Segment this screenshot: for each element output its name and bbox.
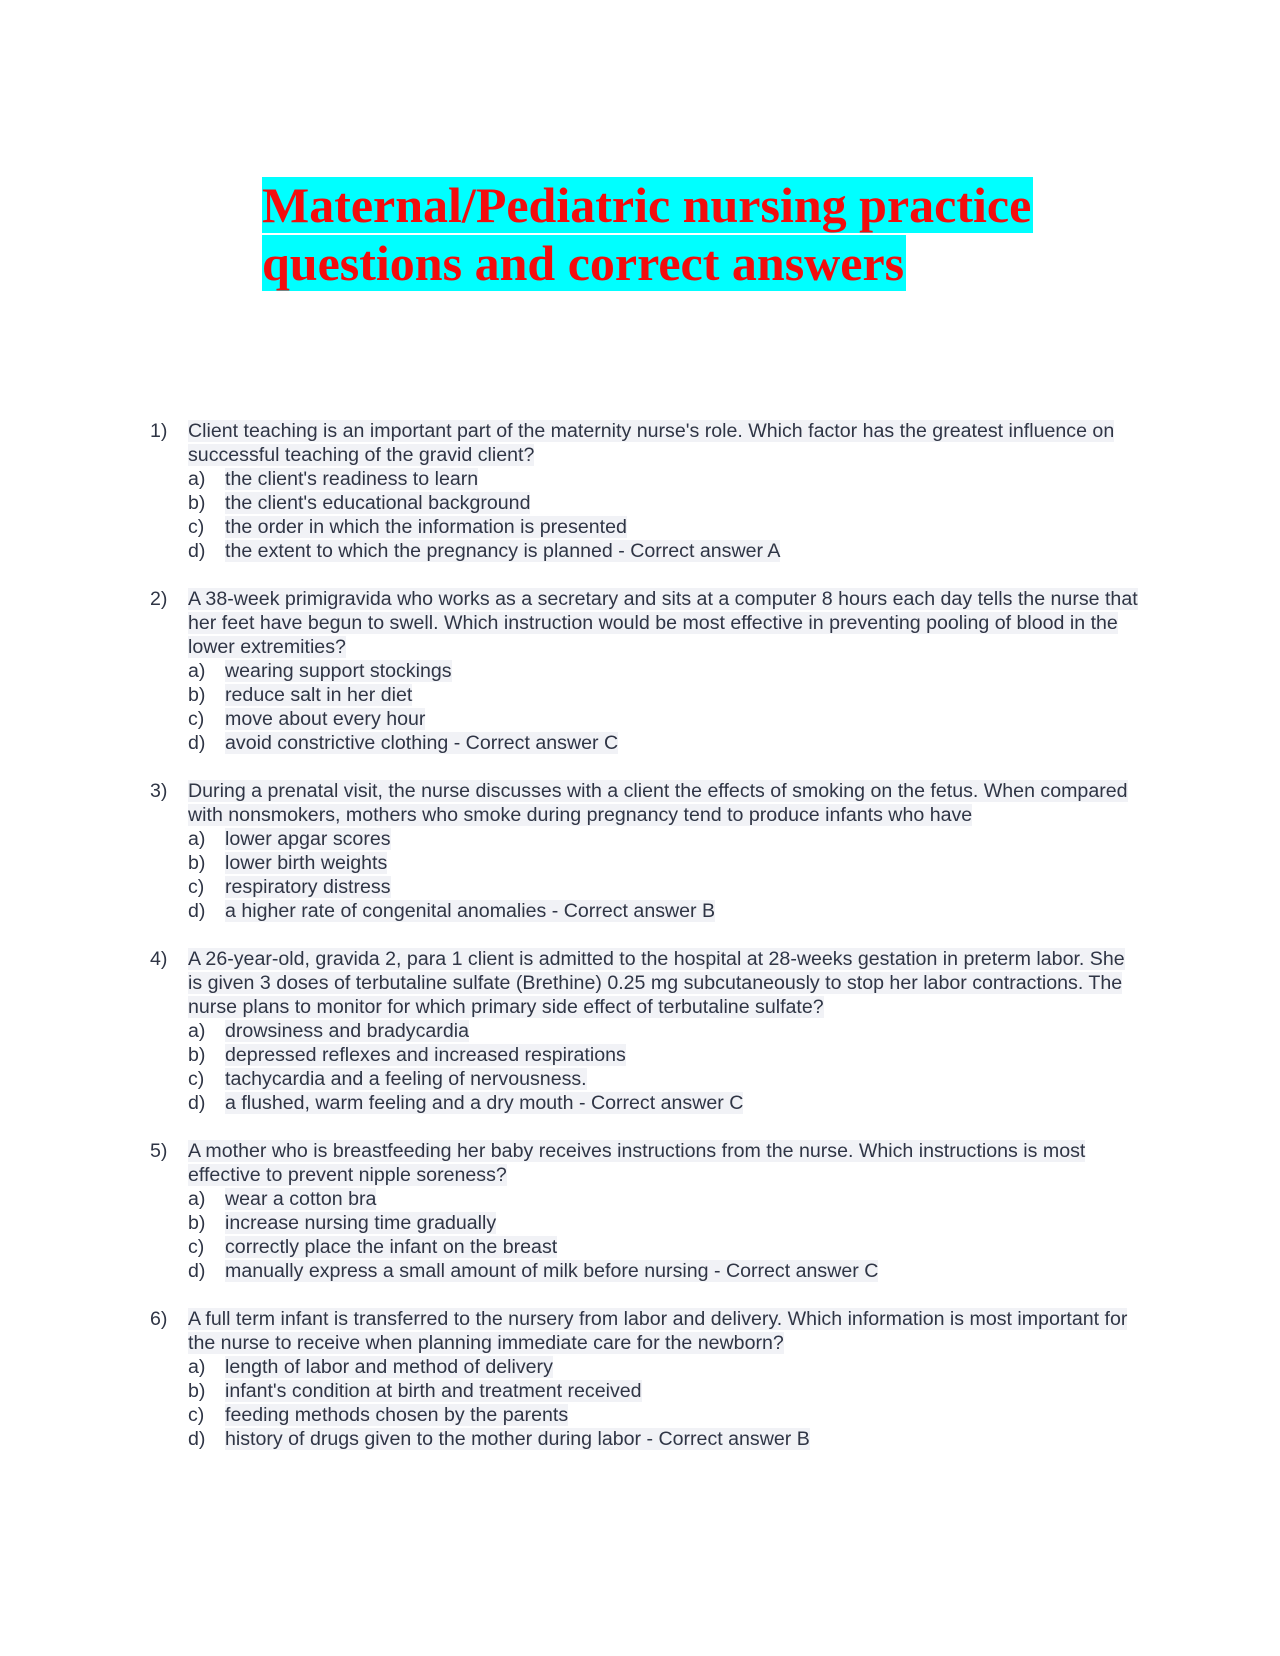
option-letter: d): [188, 1428, 206, 1450]
option-letter: a): [188, 1188, 206, 1210]
answer-option: [188, 1259, 1140, 1283]
option-text: lower apgar scores: [225, 828, 391, 850]
title-line-2: questions and correct answers: [262, 235, 905, 291]
answer-option: [188, 875, 1140, 899]
option-letter: d): [188, 900, 206, 922]
question-item: [150, 1139, 1140, 1283]
option-letter: b): [188, 684, 206, 706]
option-text: the order in which the information is presented: [225, 516, 627, 538]
option-text: infant's condition at birth and treatment received: [225, 1380, 642, 1402]
option-text: the extent to which the pregnancy is planned - Correct answer A: [225, 540, 781, 562]
answer-option: [188, 1019, 1140, 1043]
option-letter: c): [188, 1404, 205, 1426]
answer-option: [188, 1355, 1140, 1379]
option-letter: d): [188, 1092, 206, 1114]
document-title: [262, 176, 1062, 292]
option-letter: b): [188, 492, 206, 514]
option-letter: b): [188, 1380, 206, 1402]
option-letter: a): [188, 828, 206, 850]
answer-option: [188, 683, 1140, 707]
option-letter: c): [188, 708, 205, 730]
option-letter: b): [188, 852, 206, 874]
answer-option: [188, 1427, 1140, 1451]
answer-option: [188, 1403, 1140, 1427]
answer-option: [188, 731, 1140, 755]
answer-option: [188, 899, 1140, 923]
option-letter: b): [188, 1044, 206, 1066]
question-item: [150, 419, 1140, 563]
option-text: depressed reflexes and increased respirations: [225, 1044, 626, 1066]
title-line-1: Maternal/Pediatric nursing practice: [262, 177, 1032, 233]
answer-option: [188, 1091, 1140, 1115]
answer-option: [188, 467, 1140, 491]
answer-option: [188, 851, 1140, 875]
option-letter: a): [188, 1020, 206, 1042]
question-list: [150, 419, 1140, 1475]
option-letter: d): [188, 540, 206, 562]
answer-options: [188, 1355, 1140, 1451]
option-text: the client's readiness to learn: [225, 468, 479, 490]
option-text: tachycardia and a feeling of nervousness.: [225, 1068, 587, 1090]
option-text: feeding methods chosen by the parents: [225, 1404, 569, 1426]
question-text: A full term infant is transferred to the nursery from labor and delivery. Which information is most important for the nurse to receive when planning immediate care for the newborn?: [188, 1308, 1128, 1354]
question-text: A mother who is breastfeeding her baby receives instructions from the nurse. Which instructions is most effective to prevent nipple soreness?: [188, 1140, 1086, 1186]
answer-option: [188, 1187, 1140, 1211]
option-text: manually express a small amount of milk before nursing - Correct answer C: [225, 1260, 879, 1282]
question-number: 6): [150, 1308, 168, 1330]
option-text: a higher rate of congenital anomalies - Correct answer B: [225, 900, 716, 922]
option-letter: d): [188, 732, 206, 754]
question-text: Client teaching is an important part of the maternity nurse's role. Which factor has the greatest influence on successful teaching of the gravid client?: [188, 420, 1115, 466]
option-letter: c): [188, 1236, 205, 1258]
answer-option: [188, 659, 1140, 683]
question-item: [150, 587, 1140, 755]
answer-option: [188, 1379, 1140, 1403]
option-text: history of drugs given to the mother during labor - Correct answer B: [225, 1428, 810, 1450]
question-text: A 38-week primigravida who works as a secretary and sits at a computer 8 hours each day tells the nurse that her feet have begun to swell. Which instruction would be most effective in preventing pooling of blood in the lower extremities?: [188, 588, 1138, 658]
option-text: a flushed, warm feeling and a dry mouth - Correct answer C: [225, 1092, 744, 1114]
answer-option: [188, 707, 1140, 731]
question-number: 5): [150, 1140, 168, 1162]
option-text: wear a cotton bra: [225, 1188, 377, 1210]
answer-options: [188, 1019, 1140, 1115]
question-number: 2): [150, 588, 168, 610]
question-text: During a prenatal visit, the nurse discusses with a client the effects of smoking on the fetus. When compared with nonsmokers, mothers who smoke during pregnancy tend to produce infants who have: [188, 780, 1128, 826]
option-text: the client's educational background: [225, 492, 531, 514]
answer-option: [188, 1211, 1140, 1235]
answer-options: [188, 467, 1140, 563]
answer-option: [188, 1043, 1140, 1067]
answer-option: [188, 539, 1140, 563]
question-item: [150, 1307, 1140, 1451]
question-item: [150, 947, 1140, 1115]
option-letter: c): [188, 516, 205, 538]
answer-option: [188, 1067, 1140, 1091]
option-letter: a): [188, 1356, 206, 1378]
option-letter: a): [188, 468, 206, 490]
option-text: wearing support stockings: [225, 660, 452, 682]
option-letter: c): [188, 1068, 205, 1090]
option-text: lower birth weights: [225, 852, 388, 874]
option-text: correctly place the infant on the breast: [225, 1236, 558, 1258]
question-text: A 26-year-old, gravida 2, para 1 client is admitted to the hospital at 28-weeks gestation in preterm labor. She is given 3 doses of terbutaline sulfate (Brethine) 0.25 mg subcutaneously to stop her labor contractions. The nurse plans to monitor for which primary side effect of terbutaline sulfate?: [188, 948, 1125, 1018]
answer-option: [188, 1235, 1140, 1259]
question-number: 1): [150, 420, 168, 442]
answer-option: [188, 491, 1140, 515]
option-text: move about every hour: [225, 708, 426, 730]
option-text: length of labor and method of delivery: [225, 1356, 553, 1378]
option-text: increase nursing time gradually: [225, 1212, 497, 1234]
answer-option: [188, 827, 1140, 851]
option-text: drowsiness and bradycardia: [225, 1020, 469, 1042]
option-letter: b): [188, 1212, 206, 1234]
option-text: respiratory distress: [225, 876, 391, 898]
question-number: 4): [150, 948, 168, 970]
question-number: 3): [150, 780, 168, 802]
answer-options: [188, 659, 1140, 755]
answer-option: [188, 515, 1140, 539]
option-letter: c): [188, 876, 205, 898]
option-text: reduce salt in her diet: [225, 684, 413, 706]
option-letter: a): [188, 660, 206, 682]
option-text: avoid constrictive clothing - Correct answer C: [225, 732, 619, 754]
answer-options: [188, 1187, 1140, 1283]
answer-options: [188, 827, 1140, 923]
option-letter: d): [188, 1260, 206, 1282]
question-item: [150, 779, 1140, 923]
